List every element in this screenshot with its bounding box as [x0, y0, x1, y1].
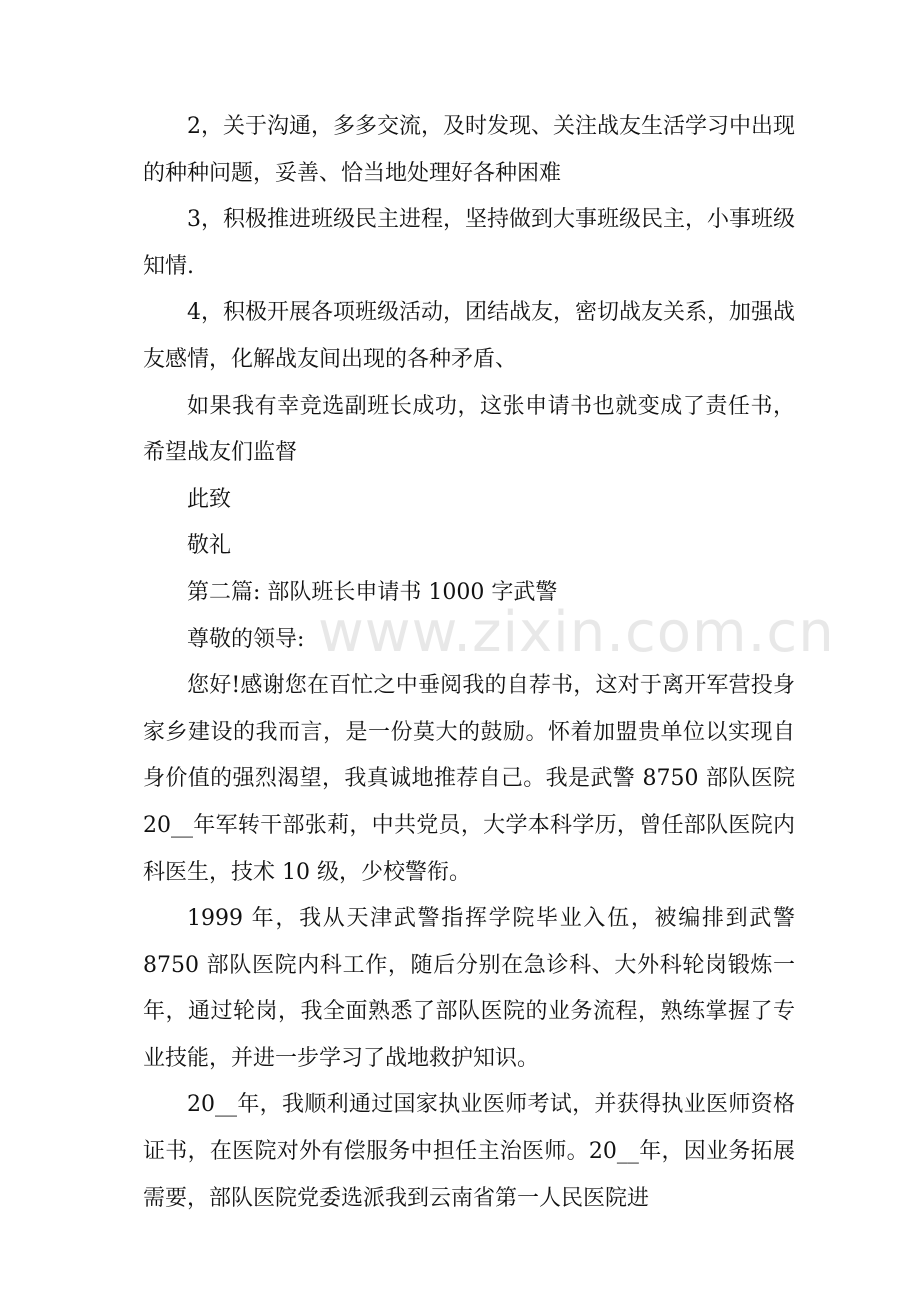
section-heading: 第二篇: 部队班长申请书 1000 字武警	[187, 579, 558, 605]
paragraph-democracy: 3，积极推进班级民主进程，坚持做到大事班级民主，小事班级知情.	[143, 207, 795, 279]
watermark: www.zixin.com.cn	[318, 600, 835, 665]
paragraph-cizhi: 此致	[187, 486, 232, 512]
paragraph-1999: 1999 年，我从天津武警指挥学院毕业入伍，被编排到武警 8750 部队医院内科工作，随后分别在急诊科、大外科轮岗锻炼一年，通过轮岗，我全面熟悉了部队医院的业务流程，熟练掌握了专业技能，并进一步学习了战地救护知识。	[143, 906, 795, 1071]
paragraph-commitment: 如果我有幸竞选副班长成功，这张申请书也就变成了责任书，希望战友们监督	[143, 393, 795, 466]
paragraph-certification: 20__年，我顺利通过国家执业医师考试，并获得执业医师资格证书，在医院对外有偿服务中担任主治医师。20__年，因业务拓展需要，部队医院党委选派我到云南省第一人民医院进	[143, 1092, 795, 1211]
salutation: 尊敬的领导:	[187, 626, 305, 652]
paragraph-jingli: 敬礼	[187, 533, 232, 559]
document-body	[143, 104, 795, 1222]
paragraph-communication: 2，关于沟通，多多交流，及时发现、关注战友生活学习中出现的种种问题，妥善、恰当地处理好各种困难	[143, 114, 795, 186]
paragraph-activities: 4，积极开展各项班级活动，团结战友，密切战友关系，加强战友感情，化解战友间出现的各种矛盾、	[143, 300, 795, 372]
paragraph-introduction: 您好!感谢您在百忙之中垂阅我的自荐书，这对于离开军营投身家乡建设的我而言，是一份莫大的鼓励。怀着加盟贵单位以实现自身价值的强烈渴望，我真诚地推荐自己。我是武警 8750 部队医院 20__年军转干部张莉，中共党员，大学本科学历，曾任部队医院内科医生，技术 10 级，少校警衔。	[143, 673, 795, 885]
